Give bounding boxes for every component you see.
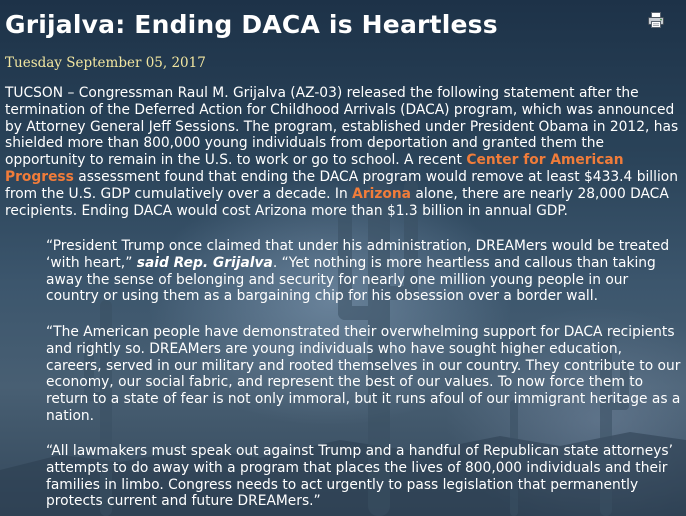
lead-paragraph	[5, 85, 685, 219]
page-title: Grijalva: Ending DACA is Heartless	[5, 10, 498, 39]
center-for-american-progress-link[interactable]: Center for American Progress	[5, 152, 624, 185]
quote-paragraph-1	[46, 238, 682, 305]
quote1-continuation: . “Yet nothing is more heartless and callous than taking away the sense of belonging and security for nearly one million young people in our country or using them as a bargaining chip for his obsession over a border wall.	[46, 254, 656, 305]
lead-text-3: alone, there are nearly 28,000 DACA recipients. Ending DACA would cost Arizona more than $1.3 billion in annual GDP.	[5, 185, 669, 219]
publication-date: Tuesday September 05, 2017	[5, 55, 206, 71]
print-icon[interactable]	[647, 11, 665, 29]
quote-paragraph-3: “All lawmakers must speak out against Trump and a handful of Republican state attorneys’ attempts to do away with a program that places the lives of 800,000 individuals and their families in limbo. Congress needs to act urgently to pass legislation that permanently protects current and future DREAMers.”	[46, 443, 673, 510]
quote-attribution: said Rep. Grijalva	[136, 254, 273, 271]
lead-text-2: assessment found that ending the DACA program would remove at least $433.4 billion from the U.S. GDP cumulatively over a decade. In	[5, 168, 678, 202]
quote-paragraph-2: “The American people have demonstrated their overwhelming support for DACA recipients and rightly so. DREAMers are young individuals who have sought higher education, careers, served in our military and rooted themselves in our country. They contribute to our economy, our social fabric, and represent the best of our values. To now force them to return to a state of fear is not only immoral, but it runs afoul of our immigrant heritage as a nation.	[46, 324, 681, 424]
lead-text-1: TUCSON – Congressman Raul M. Grijalva (AZ-03) released the following statement after the termination of the Deferred Action for Childhood Arrivals (DACA) program, which was announced by Attorney General Jeff Sessions. The program, established under President Obama in 2012, has shielded more than 800,000 young individuals from deportation and granted them the opportunity to remain in the U.S. to work or go to school. A recent	[5, 85, 679, 169]
arizona-link[interactable]: Arizona	[352, 185, 411, 202]
quote1-opening: “President Trump once claimed that under his administration, DREAMers would be treated ‘with heart,”	[46, 238, 670, 271]
